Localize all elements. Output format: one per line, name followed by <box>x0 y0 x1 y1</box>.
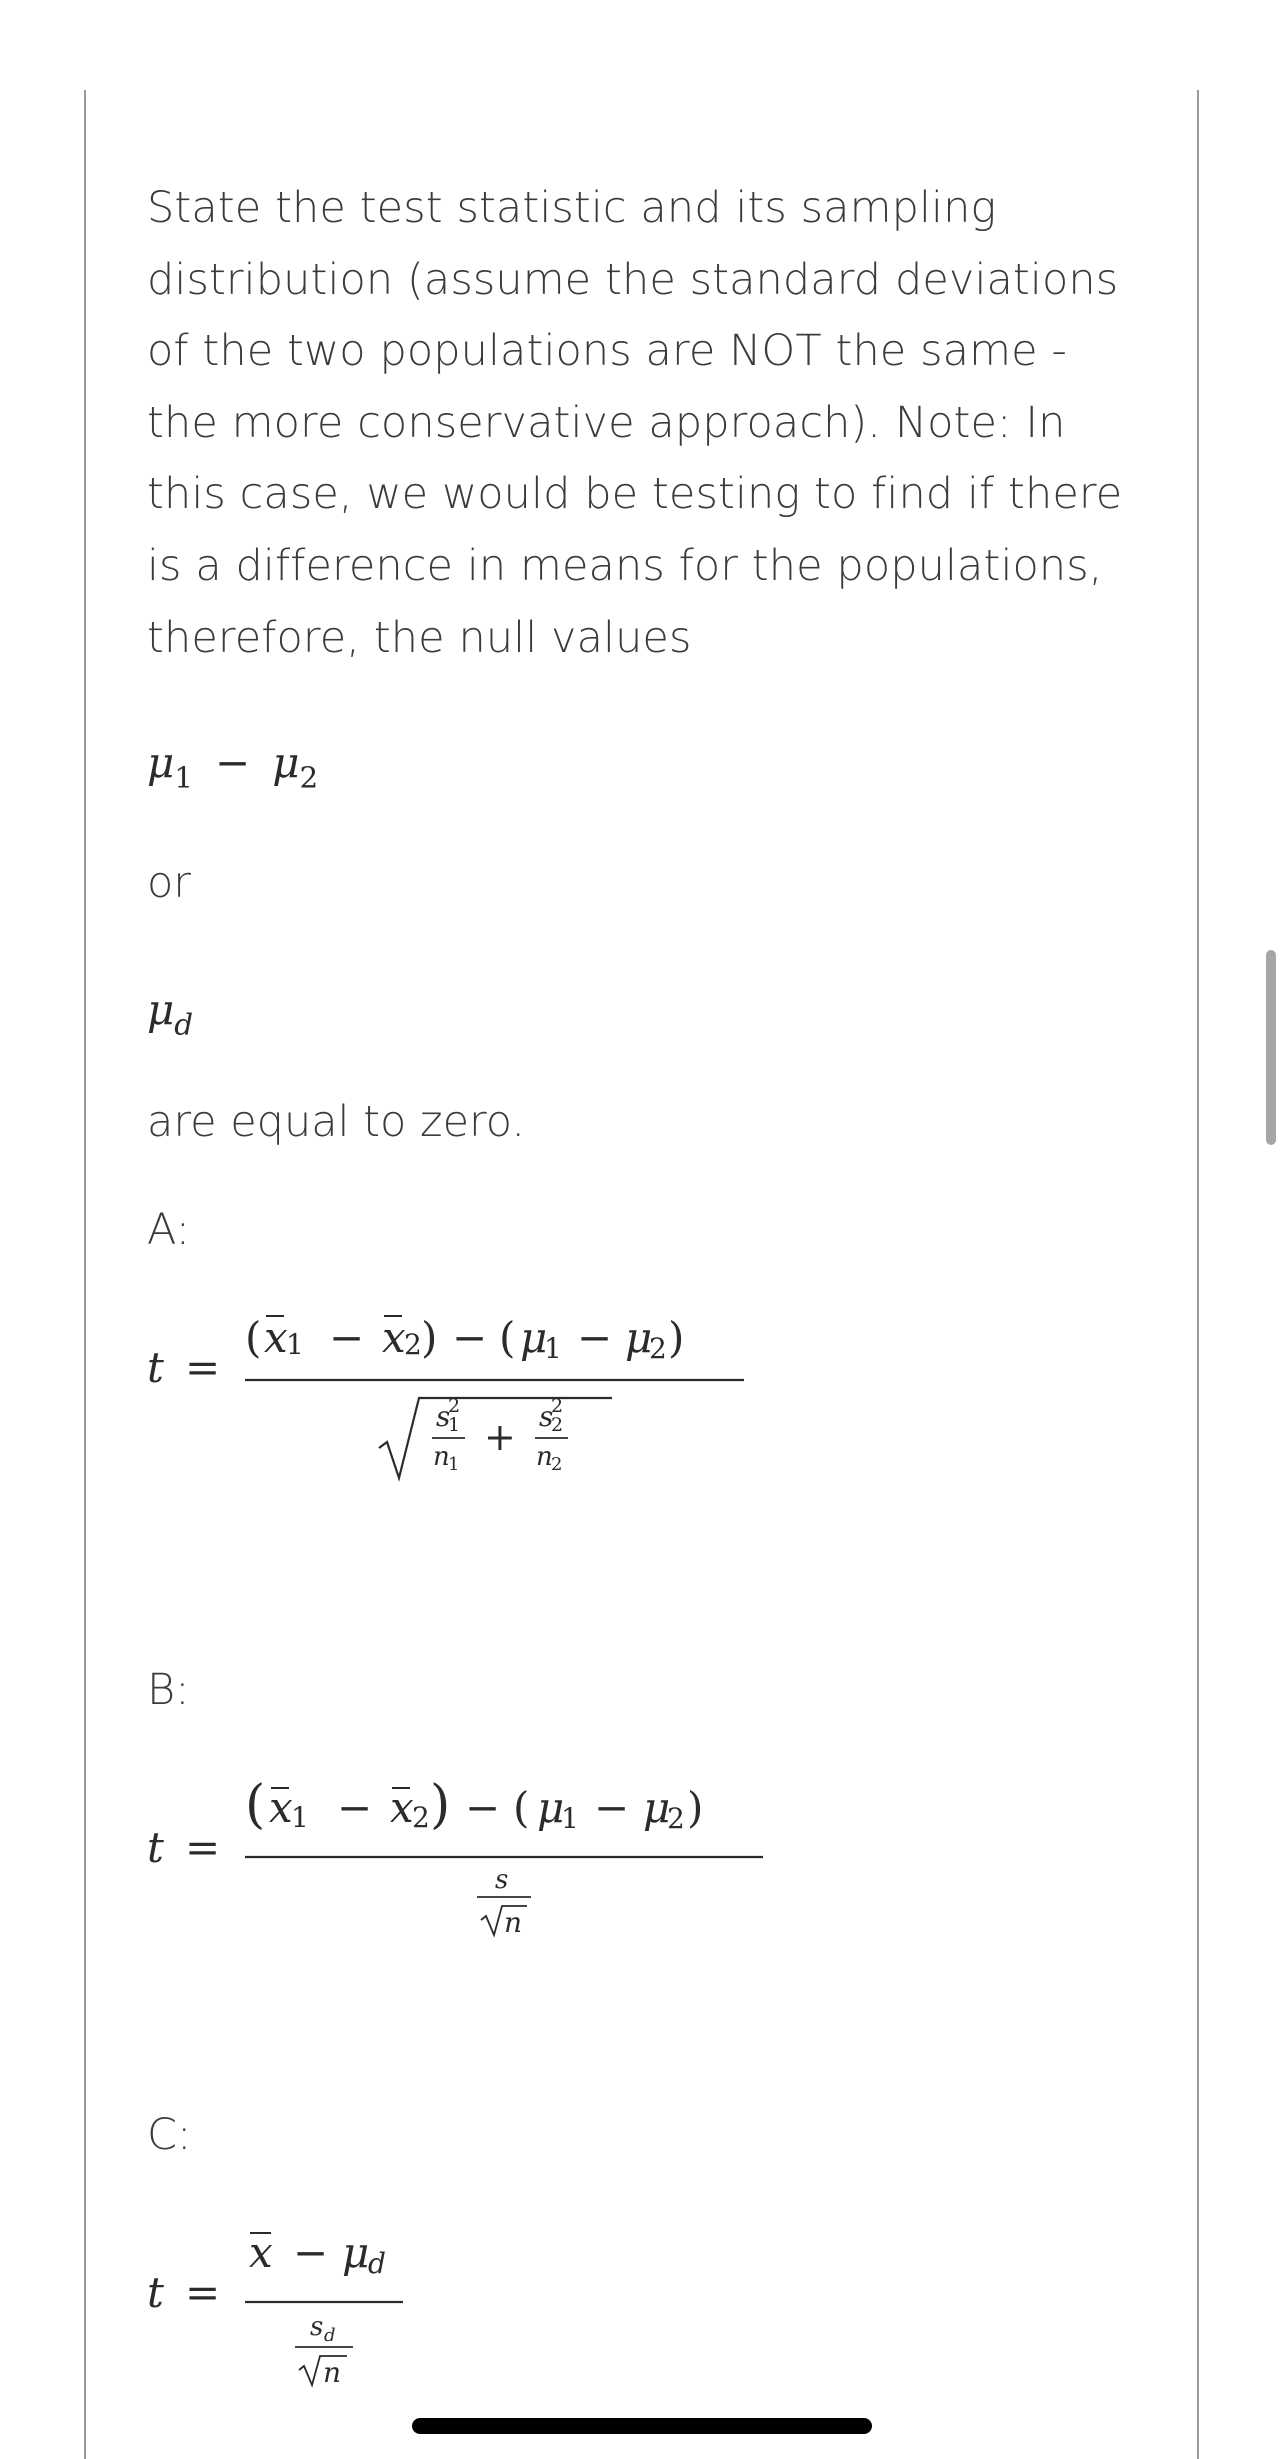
svg-text:μ: μ <box>520 1313 548 1362</box>
svg-text:n: n <box>536 1442 553 1472</box>
svg-text:2: 2 <box>667 1802 685 1835</box>
closing-text: are equal to zero. <box>147 1097 525 1147</box>
svg-text:−: − <box>293 2228 329 2277</box>
svg-text:1: 1 <box>448 1454 460 1475</box>
svg-text:(: ( <box>513 1783 530 1832</box>
svg-text:x: x <box>249 2228 273 2277</box>
svg-text:2: 2 <box>551 1454 563 1475</box>
svg-text:=: = <box>185 1823 221 1872</box>
null-expression-paired: $\mu_d$ <box>147 985 194 1042</box>
svg-text:1: 1 <box>286 1328 304 1361</box>
svg-text:−: − <box>452 1313 488 1362</box>
svg-text:2: 2 <box>551 1395 564 1417</box>
svg-text:n: n <box>433 1442 450 1472</box>
svg-text:(: ( <box>499 1313 516 1362</box>
svg-text:2: 2 <box>649 1332 667 1365</box>
option-a-label[interactable]: A: <box>147 1205 191 1255</box>
svg-text:d: d <box>324 2325 336 2346</box>
svg-text:−: − <box>465 1783 501 1832</box>
svg-text:s: s <box>436 1400 451 1433</box>
svg-text:μ: μ <box>537 1783 565 1832</box>
svg-text:): ) <box>430 1775 451 1835</box>
svg-text:x: x <box>264 1313 288 1362</box>
panel-border-right <box>1197 90 1199 2459</box>
svg-text:1: 1 <box>561 1802 579 1835</box>
home-indicator[interactable] <box>412 2418 872 2434</box>
or-text: or <box>147 858 191 908</box>
svg-text:d: d <box>368 2247 386 2280</box>
svg-text:−: − <box>337 1783 373 1832</box>
panel-border-left <box>84 90 86 2459</box>
option-b-label[interactable]: B: <box>147 1665 190 1715</box>
svg-text:s: s <box>310 2312 324 2342</box>
svg-text:−: − <box>577 1313 613 1362</box>
svg-text:n: n <box>504 1906 523 1939</box>
svg-text:=: = <box>185 2268 221 2317</box>
svg-text:μ: μ <box>643 1783 671 1832</box>
option-b-formula[interactable] <box>147 1770 787 1950</box>
svg-text:n: n <box>323 2356 342 2389</box>
svg-text:2: 2 <box>448 1395 461 1417</box>
svg-text:+: + <box>484 1415 516 1459</box>
svg-text:2: 2 <box>412 1801 430 1834</box>
svg-text:t: t <box>147 1343 164 1392</box>
null-expression-difference: $\mu_1 - \mu_2$ <box>147 738 319 795</box>
svg-text:1: 1 <box>448 1414 461 1436</box>
svg-text:t: t <box>147 1823 164 1872</box>
svg-text:(: ( <box>245 1775 266 1835</box>
svg-text:t: t <box>147 2268 164 2317</box>
question-text: State the test statistic and its sampling distribution (assume the standard deviations of the two populations are NOT the same - the more conservative approach). Note: In this case, we would be testing to find if there is a difference in means for the populations, therefore, the null values <box>147 183 1123 663</box>
svg-text:μ: μ <box>342 2228 370 2277</box>
svg-text:1: 1 <box>544 1332 562 1365</box>
svg-text:2: 2 <box>404 1328 422 1361</box>
option-c-formula[interactable] <box>147 2215 447 2395</box>
svg-text:(: ( <box>245 1313 262 1362</box>
svg-text:): ) <box>668 1313 685 1362</box>
svg-text:s: s <box>495 1865 509 1895</box>
svg-text:μ: μ <box>625 1313 653 1362</box>
svg-text:−: − <box>329 1313 365 1362</box>
option-a-formula[interactable] <box>147 1300 787 1520</box>
svg-text:x: x <box>269 1783 293 1832</box>
svg-text:s: s <box>539 1400 554 1433</box>
svg-text:1: 1 <box>291 1801 309 1834</box>
svg-text:=: = <box>185 1343 221 1392</box>
svg-text:): ) <box>421 1313 438 1362</box>
svg-text:2: 2 <box>551 1414 564 1436</box>
option-c-label[interactable]: C: <box>147 2110 192 2160</box>
svg-text:−: − <box>594 1783 630 1832</box>
svg-text:): ) <box>687 1783 704 1832</box>
svg-text:x: x <box>382 1313 406 1362</box>
scrollbar-thumb[interactable] <box>1266 950 1276 1145</box>
svg-text:x: x <box>390 1783 414 1832</box>
